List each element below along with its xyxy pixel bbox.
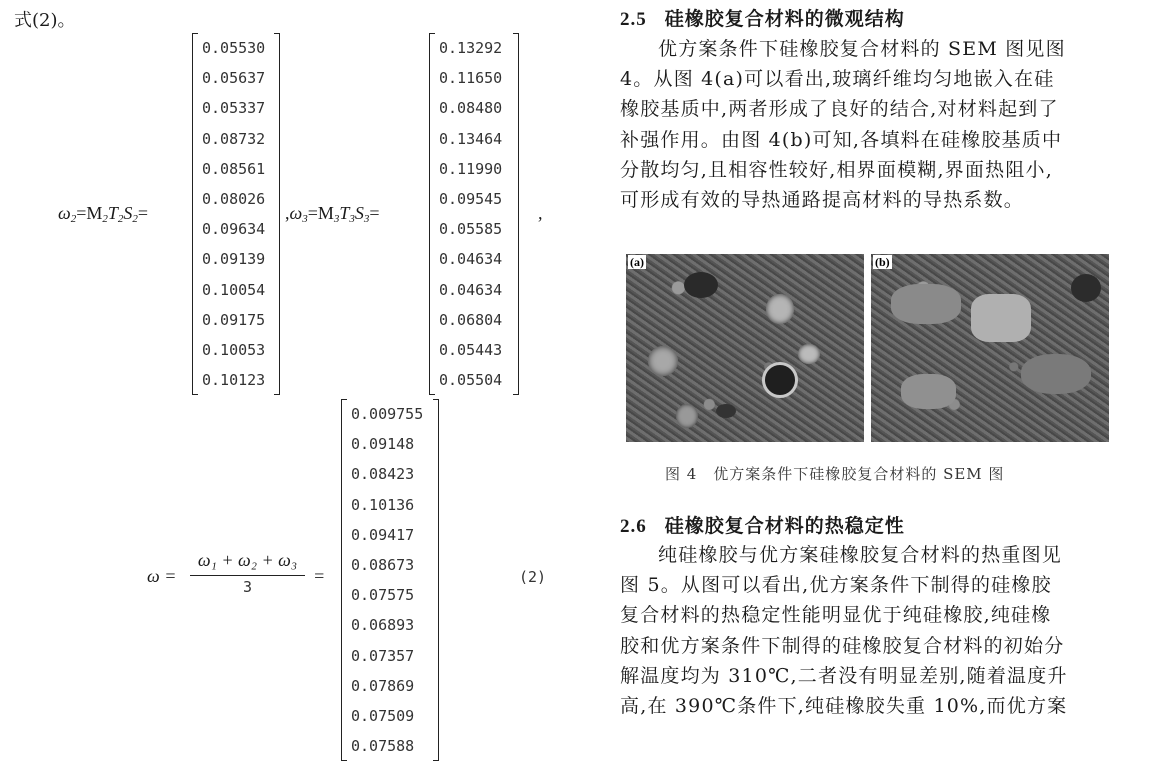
matrix-value: 0.08673 (351, 555, 415, 574)
matrix-value: 0.10054 (202, 280, 266, 299)
paragraph-line: 优方案条件下硅橡胶复合材料的 SEM 图见图 (658, 38, 1066, 60)
omega3-expression: $,\omega_3=M_3T_3S_3=$ (285, 203, 380, 225)
matrix-value: 0.08480 (439, 99, 503, 118)
matrix-value: 0.05337 (202, 99, 266, 118)
matrix-value: 0.13464 (439, 129, 503, 148)
matrix-value: 0.07357 (351, 646, 415, 665)
paragraph-line: 可形成有效的导热通路提高材料的导热系数。 (620, 189, 1025, 212)
figure-4-caption: 图 4 优方案条件下硅橡胶复合材料的 SEM 图 (665, 465, 1005, 483)
intro-text: 式(2)。 (14, 10, 76, 31)
paragraph-line: 图 5。从图可以看出,优方案条件下制得的硅橡胶 (620, 574, 1052, 597)
section-2-5-heading: 2.5 硅橡胶复合材料的微观结构 (620, 8, 905, 30)
matrix-value: 0.009755 (351, 405, 424, 423)
matrix-value: 0.09634 (202, 220, 266, 239)
matrix-value: 0.10053 (202, 340, 266, 359)
trailing-comma: , (538, 203, 543, 223)
paragraph-line: 纯硅橡胶与优方案硅橡胶复合材料的热重图见 (658, 544, 1063, 566)
matrix-value: 0.06804 (439, 310, 503, 329)
matrix-omega3 (429, 33, 519, 395)
omega-fraction (190, 550, 305, 596)
matrix-value: 0.13292 (439, 39, 503, 57)
matrix-value: 0.08561 (202, 159, 266, 178)
omega-equals: = (313, 566, 326, 586)
matrix-value: 0.04634 (439, 250, 503, 269)
matrix-value: 0.05637 (202, 69, 266, 88)
section-2-5-paragraph (620, 34, 1150, 215)
matrix-value: 0.05504 (439, 371, 503, 390)
matrix-value: 0.07575 (351, 586, 415, 605)
equation-number: (2) (519, 568, 547, 586)
matrix-value: 0.08026 (202, 189, 266, 208)
paragraph-line: 解温度均为 310℃,二者没有明显差别,随着温度升 (620, 664, 1068, 687)
paragraph-line: 复合材料的热稳定性能明显优于纯硅橡胶,纯硅橡 (620, 604, 1052, 627)
paragraph-line: 高,在 390℃条件下,纯硅橡胶失重 10%,而优方案 (620, 695, 1068, 718)
matrix-value: 0.09175 (202, 310, 266, 329)
paragraph-line: 4。从图 4(a)可以看出,玻璃纤维均匀地嵌入在硅 (620, 68, 1055, 91)
matrix-value: 0.08423 (351, 465, 415, 484)
matrix-value: 0.07588 (351, 737, 415, 756)
matrix-value: 0.09545 (439, 189, 503, 208)
matrix-value: 0.11990 (439, 159, 503, 178)
matrix-value: 0.05530 (202, 39, 266, 57)
matrix-value: 0.06893 (351, 616, 415, 635)
matrix-value: 0.05443 (439, 340, 503, 359)
matrix-value: 0.08732 (202, 129, 266, 148)
paragraph-line: 胶和优方案条件下制得的硅橡胶复合材料的初始分 (620, 634, 1065, 657)
section-2-6-paragraph (620, 540, 1150, 721)
paragraph-line: 分散均匀,且相容性较好,相界面模糊,界面热阻小, (620, 158, 1053, 181)
sem-label-b: (b) (875, 255, 890, 269)
matrix-value: 0.04634 (439, 280, 503, 299)
sem-image-a (626, 254, 864, 442)
matrix-value: 0.09139 (202, 250, 266, 269)
fraction-denominator: 3 (242, 578, 253, 596)
matrix-value: 0.10123 (202, 371, 266, 390)
matrix-omega2 (192, 33, 280, 395)
omega2-expression: $\omega_2=M_2T_2S_2=$ (58, 203, 149, 225)
matrix-value: 0.07509 (351, 706, 415, 725)
section-2-6-heading: 2.6 硅橡胶复合材料的热稳定性 (620, 515, 905, 537)
paragraph-line: 橡胶基质中,两者形成了良好的结合,对材料起到了 (620, 98, 1059, 121)
matrix-value: 0.11650 (439, 69, 503, 88)
paragraph-line: 补强作用。由图 4(b)可知,各填料在硅橡胶基质中 (620, 128, 1063, 151)
matrix-value: 0.09148 (351, 435, 415, 454)
matrix-omega (341, 399, 439, 761)
matrix-value: 0.07869 (351, 676, 415, 695)
fraction-numerator: ω₁ + ω₂ + ω₃ (190, 550, 305, 576)
omega-lhs: ω = (147, 566, 177, 586)
matrix-value: 0.05585 (439, 220, 503, 239)
matrix-value: 0.09417 (351, 525, 415, 544)
sem-label-a: (a) (630, 255, 644, 269)
matrix-value: 0.10136 (351, 495, 415, 514)
sem-image-b (871, 254, 1109, 442)
